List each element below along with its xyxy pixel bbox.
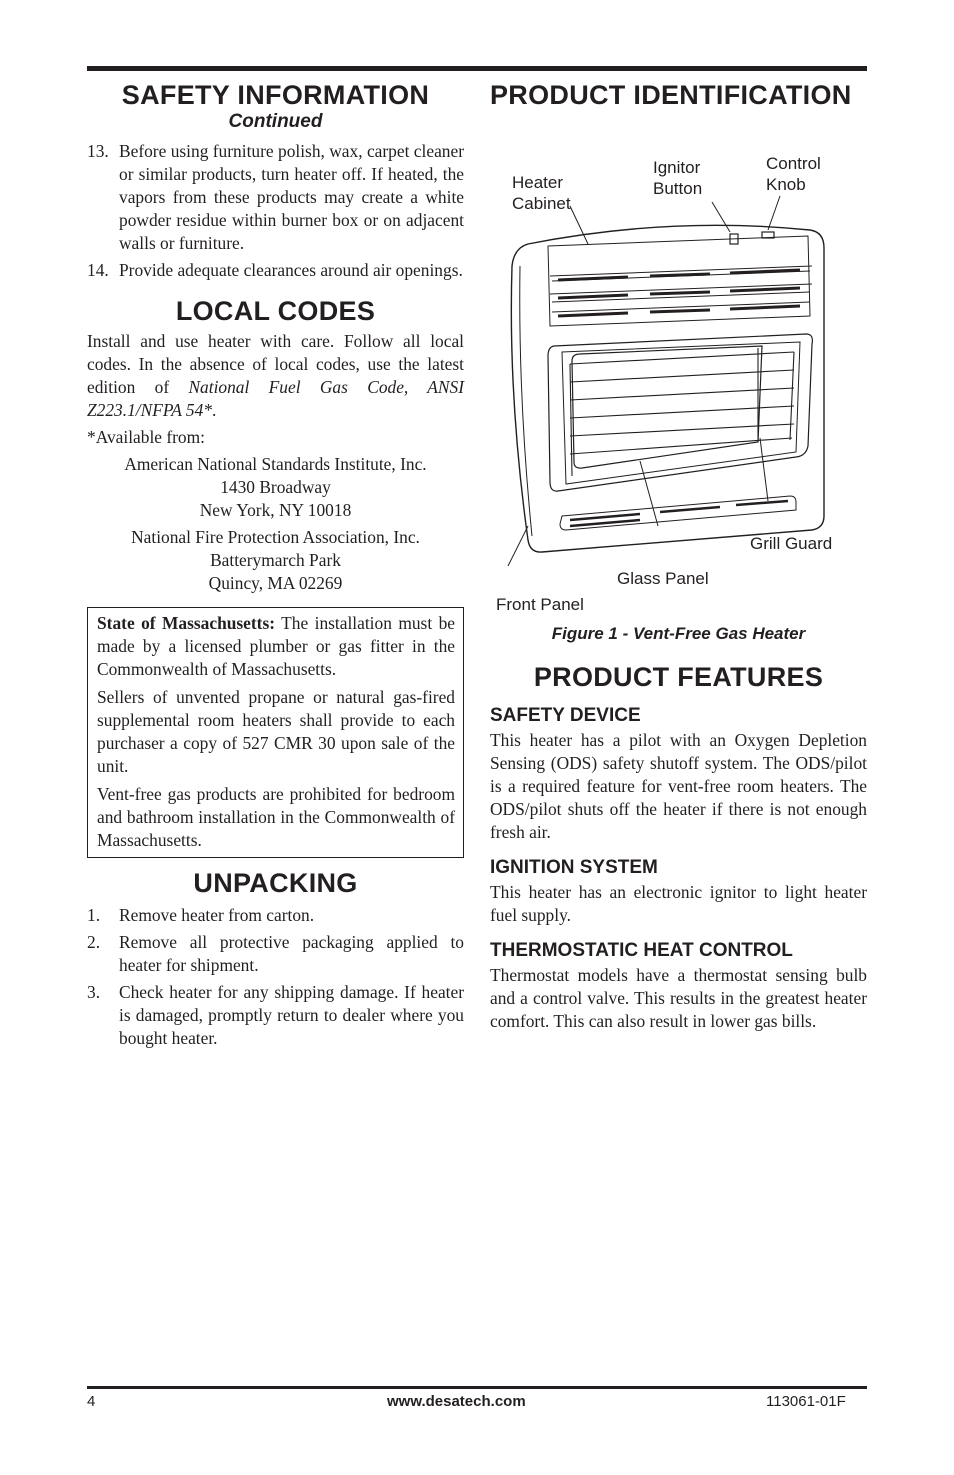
safety-device-heading: SAFETY DEVICE <box>490 705 641 726</box>
local-codes-title: LOCAL CODES <box>175 296 376 326</box>
list-item: 3. Check heater for any shipping damage. If heater is damaged, promptly return to dealer where you bought heater. <box>87 982 464 1048</box>
address-nfpa: National Fire Protection Association, Inc. Batterymarch Park Quincy, MA 02269 <box>131 527 420 593</box>
list-item: 1. Remove heater from carton. <box>87 905 315 925</box>
right-column <box>490 78 867 1033</box>
thermostatic-heading: THERMOSTATIC HEAT CONTROL <box>490 940 793 961</box>
bottom-rule <box>87 1386 867 1389</box>
thermostatic-text: Thermostat models have a thermostat sensing bulb and a control valve. This results in the greatest heater comfort. This can also result in lower gas bills. <box>490 965 867 1031</box>
top-rule <box>87 66 867 71</box>
label-grill-guard: Grill Guard <box>750 534 833 553</box>
mass-p3: Vent-free gas products are prohibited for bedroom and bathroom installation in the Commonwealth of Massachusetts. <box>97 784 455 850</box>
safety-device-text: This heater has a pilot with an Oxygen Depletion Sensing (ODS) safety shutoff system. The ODS/pilot is a required feature for vent-free room heaters. The ODS/pilot shuts off the heater if there is not enough fresh air. <box>490 730 867 842</box>
ignition-system-heading: IGNITION SYSTEM <box>490 857 658 878</box>
mass-p1: State of Massachusetts: The installation must be made by a licensed plumber or gas fitter in the Commonwealth of Massachusetts. <box>97 613 455 679</box>
unpacking-list <box>87 904 464 1050</box>
unpacking-title: UNPACKING <box>193 868 358 898</box>
local-codes-paragraph: Install and use heater with care. Follow all local codes. In the absence of local codes, use the latest edition of National Fuel Gas Code, ANSI Z223.1/NFPA 54*. <box>87 331 464 420</box>
address-ansi: American National Standards Institute, Inc. 1430 Broadway New York, NY 10018 <box>124 454 427 520</box>
list-item: 14. Provide adequate clearances around air openings. <box>87 260 463 280</box>
product-features-title: PRODUCT FEATURES <box>533 662 824 692</box>
label-control-knob: Control Knob <box>766 154 821 194</box>
page-number: 4 <box>87 1393 96 1410</box>
safety-title: SAFETY INFORMATION <box>121 80 430 110</box>
document-number: 113061-01F <box>766 1393 846 1410</box>
left-column <box>87 78 464 1054</box>
available-from: *Available from: <box>87 427 205 447</box>
label-heater-cabinet: Heater Cabinet <box>512 173 571 213</box>
mass-p2: Sellers of unvented propane or natural gas-fired supplemental room heaters shall provide to each purchaser a copy of 527 CMR 30 upon sale of the unit. <box>97 687 455 776</box>
safety-subtitle: Continued <box>228 111 323 132</box>
heater-figure <box>490 116 867 614</box>
list-item: 2. Remove all protective packaging applied to heater for shipment. <box>87 932 464 975</box>
label-ignitor-button: Ignitor Button <box>653 158 703 198</box>
features-sections <box>490 704 867 1033</box>
massachusetts-box <box>87 607 464 858</box>
footer-url[interactable]: www.desatech.com <box>387 1393 526 1410</box>
figure-caption: Figure 1 - Vent-Free Gas Heater <box>551 624 806 643</box>
label-glass-panel: Glass Panel <box>617 569 709 588</box>
figure-caption-area <box>490 586 867 646</box>
list-item: 13. Before using furniture polish, wax, carpet cleaner or similar products, turn heater off. If heated, the vapors from these products may create a white powder residue within burner box or on adjacent walls or furniture. <box>87 141 464 253</box>
product-id-title: PRODUCT IDENTIFICATION <box>490 80 852 110</box>
ignition-system-text: This heater has an electronic ignitor to light heater fuel supply. <box>490 882 867 925</box>
safety-list <box>87 140 464 282</box>
label-front-panel: Front Panel <box>496 595 584 614</box>
